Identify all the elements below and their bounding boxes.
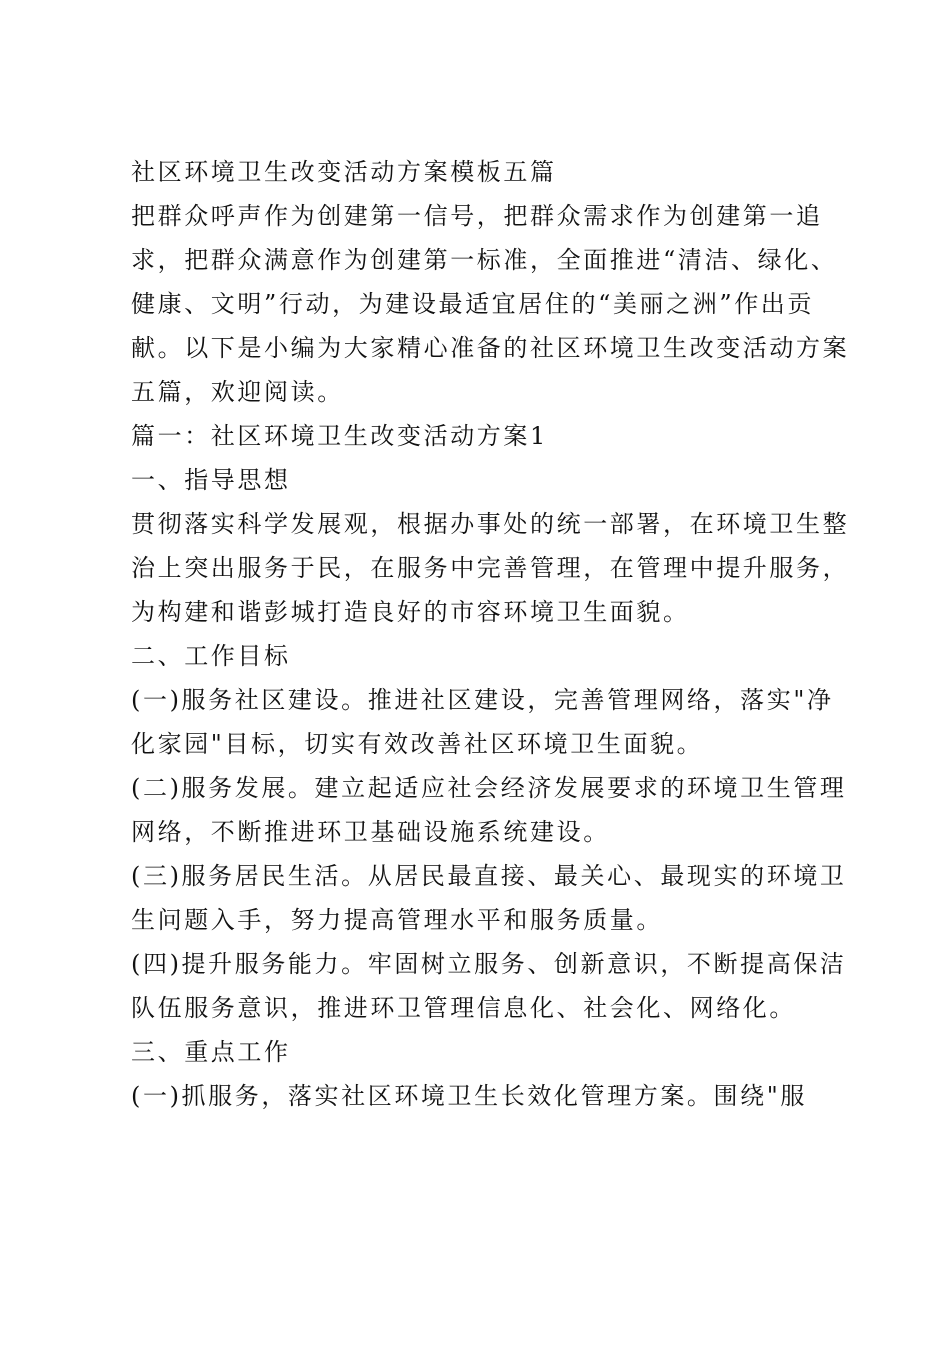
paragraph-line: 贯彻落实科学发展观，根据办事处的统一部署，在环境卫生整 — [131, 510, 850, 538]
goal-item-line: 生问题入手，努力提高管理水平和服务质量。 — [131, 906, 663, 934]
chapter-title: 篇一：社区环境卫生改变活动方案1 — [131, 422, 548, 450]
goal-item-line: (二)服务发展。建立起适应社会经济发展要求的环境卫生管理 — [131, 774, 847, 802]
intro-line: 献。以下是小编为大家精心准备的社区环境卫生改变活动方案 — [131, 334, 850, 362]
goal-item-line: (一)服务社区建设。推进社区建设，完善管理网络，落实"净 — [131, 686, 834, 714]
goal-item-line: (四)提升服务能力。牢固树立服务、创新意识，不断提高保洁 — [131, 950, 847, 978]
section-heading-guiding-ideology: 一、指导思想 — [131, 466, 291, 494]
intro-line: 求，把群众满意作为创建第一标准，全面推进“清洁、绿化、 — [131, 246, 838, 274]
goal-item-line: 网络，不断推进环卫基础设施系统建设。 — [131, 818, 610, 846]
intro-line: 把群众呼声作为创建第一信号，把群众需求作为创建第一追 — [131, 202, 823, 230]
section-heading-key-work: 三、重点工作 — [131, 1038, 291, 1066]
section-heading-work-goals: 二、工作目标 — [131, 642, 291, 670]
goal-item-line: (三)服务居民生活。从居民最直接、最关心、最现实的环境卫 — [131, 862, 847, 890]
document-body — [131, 150, 850, 1118]
goal-item-line: 队伍服务意识，推进环卫管理信息化、社会化、网络化。 — [131, 994, 796, 1022]
intro-line: 健康、文明”行动，为建设最适宜居住的“美丽之洲”作出贡 — [131, 290, 815, 318]
goal-item-line: 化家园"目标，切实有效改善社区环境卫生面貌。 — [131, 730, 704, 758]
paragraph-line: 为构建和谐彭城打造良好的市容环境卫生面貌。 — [131, 598, 690, 626]
document-title: 社区环境卫生改变活动方案模板五篇 — [131, 158, 557, 186]
intro-line: 五篇，欢迎阅读。 — [131, 378, 344, 406]
paragraph-line: 治上突出服务于民，在服务中完善管理，在管理中提升服务， — [131, 554, 850, 582]
paragraph-line: (一)抓服务，落实社区环境卫生长效化管理方案。围绕"服 — [131, 1082, 807, 1110]
